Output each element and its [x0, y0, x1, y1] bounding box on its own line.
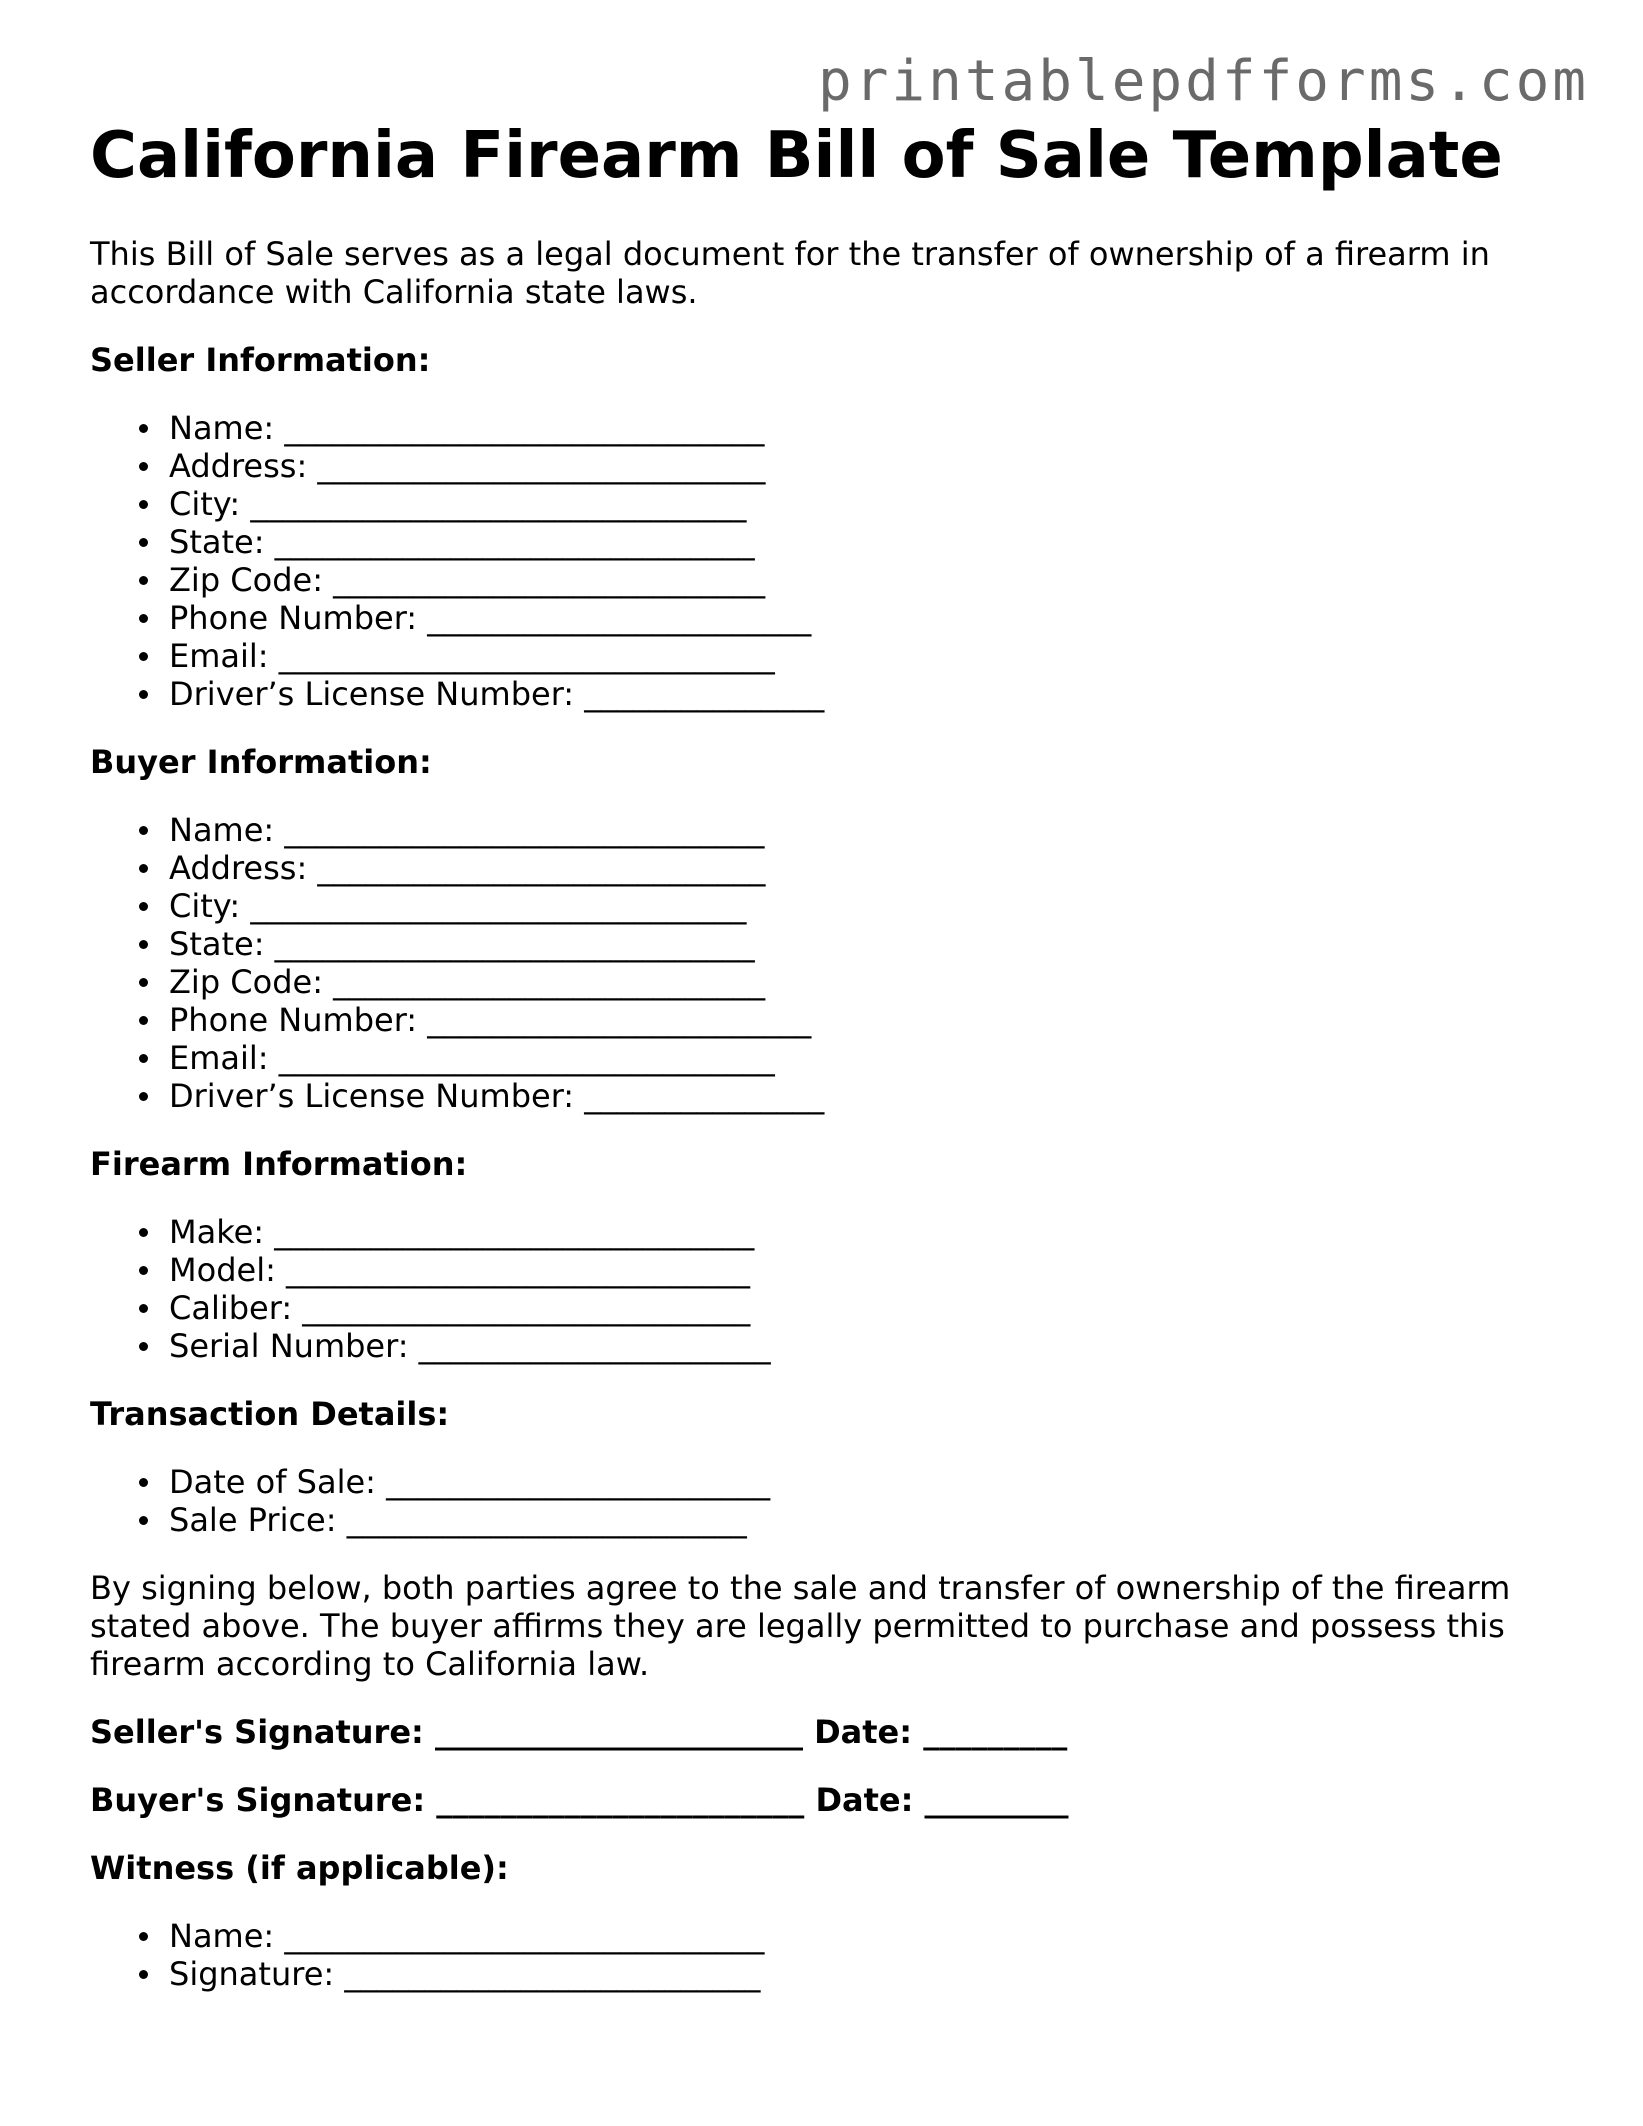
seller-zip-blank[interactable]: ___________________________ [333, 561, 766, 599]
firearm-model-blank[interactable]: _____________________________ [286, 1251, 751, 1289]
field-label: Name: [169, 1917, 275, 1955]
field-label: Email: [169, 637, 269, 675]
buyer-signature-line [90, 1781, 1570, 1819]
field-label: Model: [169, 1251, 276, 1289]
field-label: City: [169, 887, 241, 925]
field-label: Driver’s License Number: [169, 1077, 575, 1115]
field-label: Phone Number: [169, 1001, 418, 1039]
field-label: Caliber: [169, 1289, 293, 1327]
field-label: State: [169, 925, 265, 963]
field-label: Name: [169, 811, 275, 849]
list-item [169, 1327, 1570, 1365]
list-item [169, 849, 1570, 887]
list-item [169, 447, 1570, 485]
field-label: City: [169, 485, 241, 523]
list-item [169, 1463, 1570, 1501]
seller-date-blank[interactable]: _________ [923, 1713, 1068, 1751]
transaction-field-list [90, 1463, 1570, 1539]
seller-heading: Seller Information: [90, 341, 431, 379]
sale-price-blank[interactable]: _________________________ [346, 1501, 747, 1539]
list-item [169, 887, 1570, 925]
witness-field-list [90, 1917, 1570, 1993]
list-item [169, 1001, 1570, 1039]
intro-paragraph: This Bill of Sale serves as a legal document for the transfer of ownership of a firearm in accordance with California state laws. [90, 235, 1490, 311]
list-item [169, 1955, 1570, 1993]
seller-state-blank[interactable]: ______________________________ [274, 523, 755, 561]
list-item [169, 963, 1570, 1001]
seller-address-blank[interactable]: ____________________________ [317, 447, 766, 485]
field-label: Zip Code: [169, 561, 323, 599]
list-item [169, 675, 1570, 713]
list-item [169, 1917, 1570, 1955]
seller-date-label: Date: [814, 1713, 913, 1751]
field-label: Email: [169, 1039, 269, 1077]
field-label: Address: [169, 849, 308, 887]
list-item [169, 1039, 1570, 1077]
seller-email-blank[interactable]: _______________________________ [278, 637, 775, 675]
field-label: Make: [169, 1213, 265, 1251]
field-label: Sale Price: [169, 1501, 337, 1539]
field-label: Serial Number: [169, 1327, 409, 1365]
list-item [169, 1077, 1570, 1115]
field-label: Driver’s License Number: [169, 675, 575, 713]
seller-city-blank[interactable]: _______________________________ [250, 485, 747, 523]
list-item [169, 561, 1570, 599]
buyer-state-blank[interactable]: ______________________________ [274, 925, 755, 963]
list-item [169, 523, 1570, 561]
list-item [169, 485, 1570, 523]
seller-signature-blank[interactable]: _______________________ [434, 1713, 803, 1751]
witness-signature-blank[interactable]: __________________________ [344, 1955, 761, 1993]
field-label: State: [169, 523, 265, 561]
buyer-field-list [90, 811, 1570, 1115]
closing-paragraph: By signing below, both parties agree to the sale and transfer of ownership of the firearm stated above. The buyer affirms they are legally permitted to purchase and possess this firearm according to California law. [90, 1569, 1511, 1683]
seller-field-list [90, 409, 1570, 713]
list-item [169, 599, 1570, 637]
seller-phone-blank[interactable]: ________________________ [427, 599, 812, 637]
seller-license-blank[interactable]: _______________ [584, 675, 825, 713]
field-label: Date of Sale: [169, 1463, 376, 1501]
buyer-zip-blank[interactable]: ___________________________ [333, 963, 766, 1001]
buyer-city-blank[interactable]: _______________________________ [250, 887, 747, 925]
firearm-field-list [90, 1213, 1570, 1365]
buyer-signature-label: Buyer's Signature: [90, 1781, 426, 1819]
buyer-phone-blank[interactable]: ________________________ [427, 1001, 812, 1039]
page-title: California Firearm Bill of Sale Template [90, 119, 1503, 193]
field-label: Address: [169, 447, 308, 485]
watermark: printablepdfforms.com [817, 49, 1589, 114]
firearm-heading: Firearm Information: [90, 1145, 468, 1183]
field-label: Signature: [169, 1955, 335, 1993]
document-body [90, 115, 1570, 1993]
list-item [169, 925, 1570, 963]
witness-heading: Witness (if applicable): [90, 1849, 509, 1887]
buyer-date-label: Date: [815, 1781, 914, 1819]
buyer-email-blank[interactable]: _______________________________ [278, 1039, 775, 1077]
list-item [169, 811, 1570, 849]
firearm-make-blank[interactable]: ______________________________ [274, 1213, 755, 1251]
firearm-caliber-blank[interactable]: ____________________________ [302, 1289, 751, 1327]
seller-signature-label: Seller's Signature: [90, 1713, 424, 1751]
seller-name-blank[interactable]: ______________________________ [284, 409, 765, 447]
firearm-serial-blank[interactable]: ______________________ [418, 1327, 771, 1365]
field-label: Zip Code: [169, 963, 323, 1001]
buyer-heading: Buyer Information: [90, 743, 432, 781]
witness-name-blank[interactable]: ______________________________ [284, 1917, 765, 1955]
buyer-signature-blank[interactable]: _______________________ [436, 1781, 805, 1819]
seller-signature-line [90, 1713, 1570, 1751]
field-label: Name: [169, 409, 275, 447]
list-item [169, 1289, 1570, 1327]
buyer-date-blank[interactable]: _________ [924, 1781, 1069, 1819]
buyer-license-blank[interactable]: _______________ [584, 1077, 825, 1115]
list-item [169, 1213, 1570, 1251]
list-item [169, 1501, 1570, 1539]
sale-date-blank[interactable]: ________________________ [386, 1463, 771, 1501]
transaction-heading: Transaction Details: [90, 1395, 450, 1433]
list-item [169, 637, 1570, 675]
buyer-name-blank[interactable]: ______________________________ [284, 811, 765, 849]
field-label: Phone Number: [169, 599, 418, 637]
buyer-address-blank[interactable]: ____________________________ [317, 849, 766, 887]
list-item [169, 409, 1570, 447]
list-item [169, 1251, 1570, 1289]
